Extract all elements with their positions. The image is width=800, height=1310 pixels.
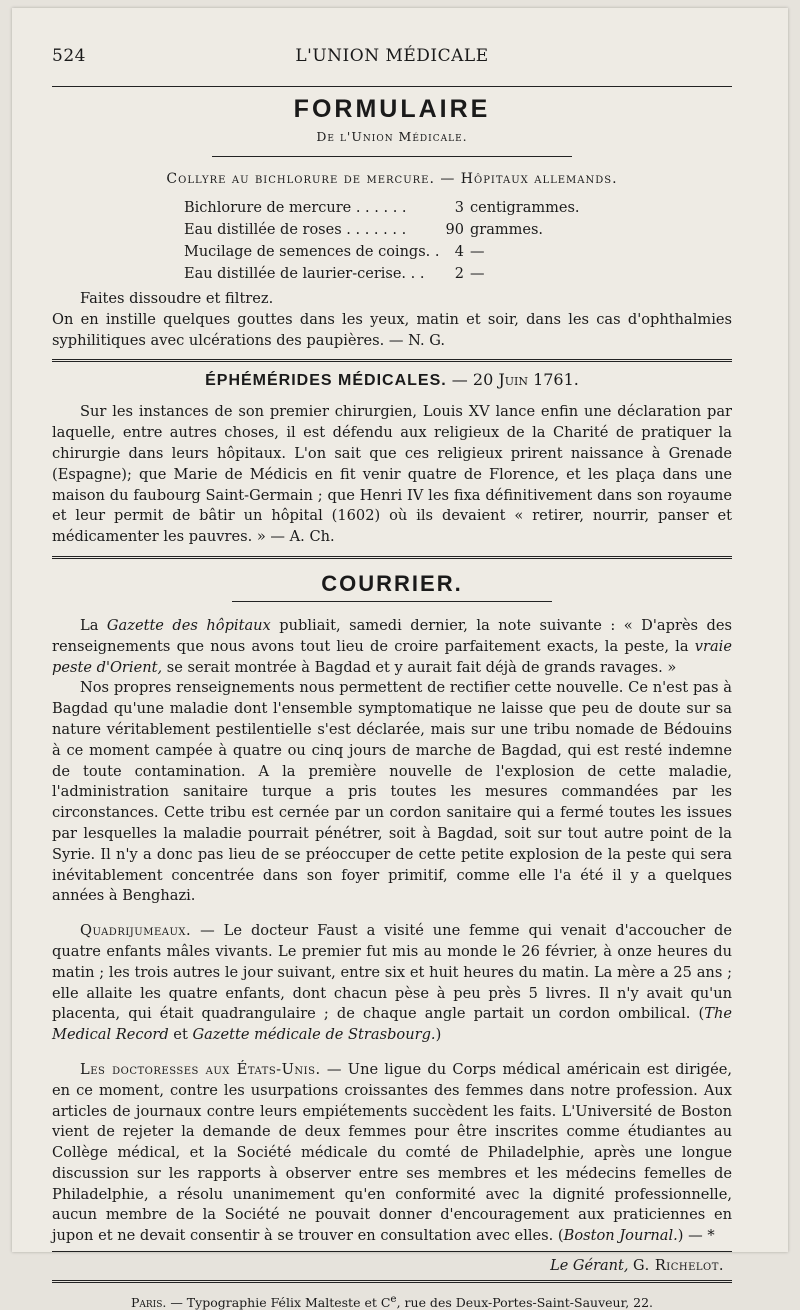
ingredient-row [184,197,732,219]
ingredient-qty: 90 [445,222,464,238]
ingredient-qty: 3 [454,200,464,216]
ephemerides-date: — 20 Juin 1761. [451,370,579,390]
ingredient-name: Eau distillée de laurier-cerise. . . [184,266,425,282]
signature-name: G. Richelot. [633,1258,724,1275]
recipe-usage: On en instille quelques gouttes dans les yeux, matin et soir, dans les cas d'ophthalmies syphilitiques avec ulcérations des paupières. — N. G. [52,310,732,349]
paragraph-lead: Quadrijumeaux. [80,922,192,940]
doctoresses-paragraph [52,1060,732,1247]
imprint-city: Paris. [130,1295,167,1310]
text-run: ) — * [677,1227,715,1245]
courrier-paragraph [52,616,732,678]
ingredient-qty: 4 [454,244,464,260]
ingredient-row [184,241,732,263]
ingredient-row [184,263,732,285]
text-run: et [168,1026,193,1044]
signature [52,1258,724,1274]
imprint-address: , rue des Deux-Portes-Saint-Sauveur, 22. [396,1295,654,1310]
imprint [52,1293,732,1310]
formulaire-rule [212,156,572,157]
ingredient-unit: grammes. [470,222,543,238]
section-divider [52,359,732,362]
running-head [52,46,732,86]
text-run: — Le docteur Faust a visité une femme qui venait d'accoucher de quatre enfants mâles vivants. Le premier fut mis au monde le 26 février, à onze heures du matin ; les trois autres le jour suivant, entre six et huit heures du matin. La mère a 25 ans ; elle allaite les quatre enfants, dont chacun pèse à peu près 5 livres. Il n'y avait qu'un placenta, qui était quadrangulaire ; de chaque angle partait un cordon ombilical. ( [52,922,732,1023]
source-title: The Medical Record [52,1005,732,1044]
text-run: — Une ligue du Corps médical américain est dirigée, en ce moment, contre les usurpations croissantes des femmes dans notre profession. Aux articles de journaux contre leurs empiétements succèdent les faits. L'Université de Boston vient de rejeter la demande de deux femmes pour être inscrites comme étudiantes au Collège médical, et la Société médicale du comté de Philadelphie, après une longue discussion sur les rapports à observer entre ses membres et les médecins femelles de Philadelphie, a résolu unanimement qu'en conformité avec la dignité professionnelle, aucun membre de la Société ne pouvait donner d'encouragement aux praticiennes en jupon et ne devait consentir à se trouver en consultation avec elles. ( [52,1060,732,1245]
signature-label: Le Gérant, [550,1258,629,1275]
imprint-rule [52,1280,732,1283]
source-title: Gazette des hôpitaux [106,616,271,634]
ingredient-qty: 2 [454,266,464,282]
text-run: ) [435,1026,442,1044]
paragraph-lead: Les doctoresses aux États-Unis. [80,1060,321,1078]
recipe-instruction: Faites dissoudre et filtrez. [80,290,274,307]
ingredient-unit: — [470,266,485,282]
imprint-text: — Typographie Félix Malteste et C [166,1295,391,1310]
text-run: se serait montrée à Bagdad et y aurait fait déjà de grands ravages. » [162,658,677,676]
imprint-sup: e [390,1293,397,1306]
courrier-rule [232,601,552,602]
ingredient-name: Mucilage de semences de coings. . [184,244,440,260]
page-content [52,8,732,1310]
recipe-ingredients [184,197,732,285]
ingredient-unit: centigrammes. [470,200,580,216]
source-title: Boston Journal. [563,1227,678,1245]
emphasis: vraie peste d'Orient, [52,637,732,676]
page-number: 524 [52,46,86,66]
source-title: Gazette médicale de Strasbourg. [192,1026,436,1044]
footer-rule [52,1251,732,1252]
courrier-title: COURRIER. [321,570,463,596]
ingredient-name: Bichlorure de mercure . . . . . . [184,200,407,216]
section-divider [52,556,732,559]
recipe-title: Collyre au bichlorure de mercure. — Hôpitaux allemands. [166,171,618,187]
ingredient-name: Eau distillée de roses . . . . . . . [184,222,407,238]
formulaire-title: FORMULAIRE [293,95,491,123]
ephemerides-text: Sur les instances de son premier chirurgien, Louis XV lance enfin une déclaration par laquelle, entre autres choses, il est défendu aux religieux de la Charité de pratiquer la chirurgie dans leurs hôpitaux. L'on sait que ces religieux prirent naissance à Grenade (Espagne); que Marie de Médicis en fit venir quatre de Florence, et les plaça dans une maison du faubourg Saint-Germain ; que Henri IV les fixa définitivement dans son royaume et leur permit de bâtir un hôpital (1602) où ils devaient « retirer, nourrir, panser et médicamenter les pauvres. » — A. Ch. [52,403,732,546]
quadrijumeaux-paragraph [52,921,732,1046]
ingredient-row [184,219,732,241]
courrier-paragraph: Nos propres renseignements nous permettent de rectifier cette nouvelle. Ce n'est pas à Bagdad qu'une maladie dont l'ensemble symptomatique ne laisse que peu de doute sur sa nature véritablement pestilentielle s'est déclarée, mais sur une tribu nomade de Bédouins à ce moment campée à quatre ou cinq jours de marche de Bagdad, qui est resté indemne de toute contamination. A la première nouvelle de l'explosion de cette maladie, l'administration sanitaire turque a pris toutes les mesures commandées par les circonstances. Cette tribu est cernée par un cordon sanitaire qui a fermé toutes les issues par lesquelles la maladie pourrait pénétrer, soit à Bagdad, soit sur tout autre point de la Syrie. Il n'y a donc pas lieu de se préoccuper de cette petite explosion de la peste qui sera inévitablement concentrée dans son foyer primitif, comme elle l'a été il y a quelques années à Benghazi. [52,679,732,905]
header-rule [52,86,732,87]
page [12,8,788,1310]
ingredient-unit: — [470,244,485,260]
ephemerides-title: ÉPHÉMÉRIDES MÉDICALES. [205,372,447,390]
text-run: La [80,616,107,634]
journal-title: L'UNION MÉDICALE [295,46,489,66]
formulaire-subtitle: De l'Union Médicale. [316,129,468,144]
ephemerides-heading [52,370,732,390]
text-run: publiait, samedi dernier, la note suivante : « D'après des renseignements que nous avons tout lieu de croire parfaitement exacts, la peste, la [52,616,733,655]
